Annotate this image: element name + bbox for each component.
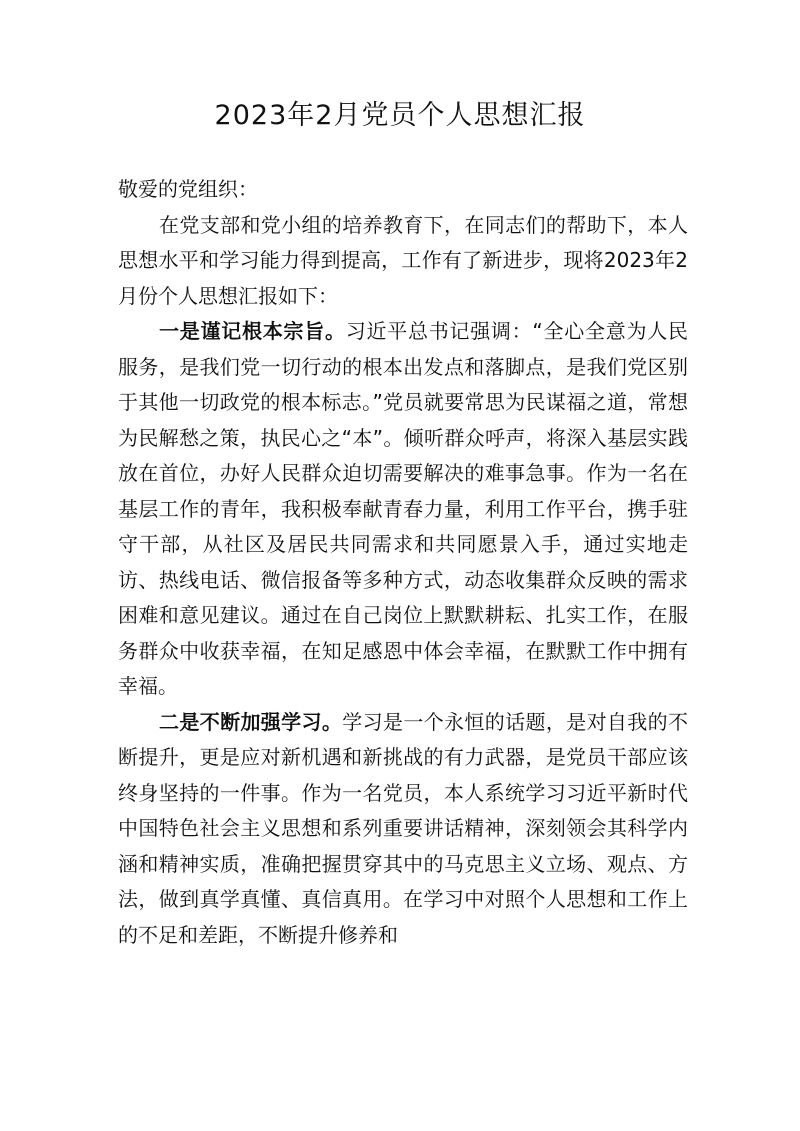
- intro-paragraph: 在党支部和党小组的培养教育下，在同志们的帮助下，本人思想水平和学习能力得到提高，工作有了新进步，现将2023年2月份个人思想汇报如下：: [118, 212, 688, 308]
- section-paragraph-2: [118, 705, 688, 954]
- section-paragraph-1: [118, 314, 688, 705]
- section-lead-2: 二是不断加强学习。: [159, 709, 343, 734]
- section-text-2: 学习是一个永恒的话题，是对自我的不断提升，更是应对新机遇和新挑战的有力武器，是党员干部应该终身坚持的一件事。作为一名党员，本人系统学习习近平新时代中国特色社会主义思想和系列重要讲话精神，深刻领会其科学内涵和精神实质，准确把握贯穿其中的马克思主义立场、观点、方法，做到真学真懂、真信真用。在学习中对照个人思想和工作上的不足和差距，不断提升修养和: [118, 709, 689, 947]
- section-lead-1: 一是谨记根本宗旨。: [159, 319, 346, 343]
- document-title: 2023年2月党员个人思想汇报: [214, 100, 586, 131]
- document-body: [118, 172, 688, 953]
- salutation: 敬爱的党组织：: [118, 177, 258, 201]
- section-text-1: 习近平总书记强调：“全心全意为人民服务，是我们党一切行动的根本出发点和落脚点，是我们党区别于其他一切政党的根本标志。”党员就要常思为民谋福之道，常想为民解愁之策，执民心之“本”。倾听群众呼声，将深入基层实践放在首位，办好人民群众迫切需要解决的难事急事。作为一名在基层工作的青年，我积极奉献青春力量，利用工作平台，携手驻守干部，从社区及居民共同需求和共同愿景入手，通过实地走访、热线电话、微信报备等多种方式，动态收集群众反映的需求困难和意见建议。通过在自己岗位上默默耕耘、扎实工作，在服务群众中收获幸福，在知足感恩中体会幸福，在默默工作中拥有幸福。: [118, 319, 688, 698]
